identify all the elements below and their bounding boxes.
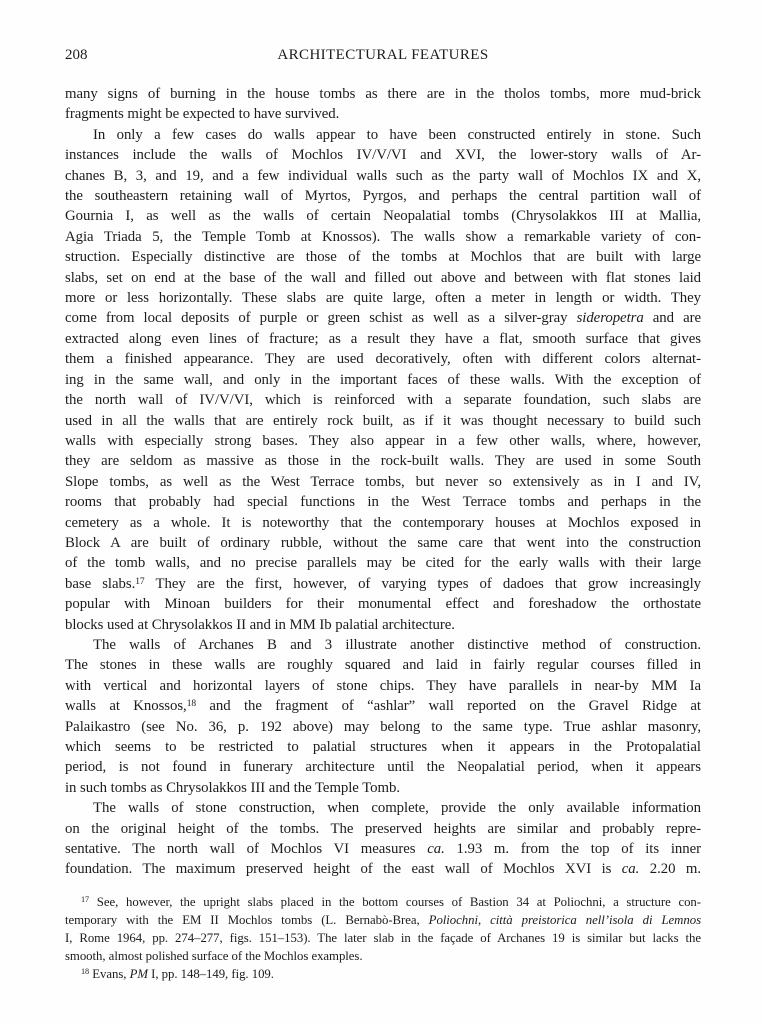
footnote-reference: 18 — [186, 698, 197, 709]
paragraph — [65, 84, 701, 125]
text-line — [65, 411, 701, 431]
footnote-line — [65, 947, 701, 965]
text-run: extracted along even lines of fracture; as a result they have a flat, smooth surface that gives — [65, 330, 701, 347]
text-line — [65, 349, 701, 369]
text-line — [65, 778, 701, 798]
text-line — [65, 839, 701, 859]
running-head: ARCHITECTURAL FEATURES — [277, 47, 489, 63]
text-run: and the fragment of “ashlar” wall reported on the Gravel Ridge at — [196, 698, 701, 715]
text-run: In only a few cases do walls appear to have been constructed entirely in stone. Such — [93, 126, 701, 143]
text-run: in such tombs as Chrysolakkos III and the Temple Tomb. — [65, 779, 400, 796]
text-line — [65, 676, 701, 696]
text-line — [65, 227, 701, 247]
text-run: See, however, the upright slabs placed in the bottom courses of Bastion 34 at Poliochni, a structure con- — [89, 894, 701, 909]
text-line — [65, 757, 701, 777]
body-text — [65, 84, 701, 880]
text-line — [65, 125, 701, 145]
italic-text: Poliochni, città preistorica nell’isola di Lemnos — [428, 912, 701, 927]
text-line — [65, 206, 701, 226]
text-run: come from local deposits of purple or green schist as well as a silver-gray — [65, 310, 577, 327]
text-run: smooth, almost polished surface of the Mochlos examples. — [65, 948, 363, 963]
text-line — [65, 288, 701, 308]
text-line — [65, 717, 701, 737]
text-line — [65, 819, 701, 839]
footnote-line — [65, 893, 701, 911]
text-line — [65, 859, 701, 879]
page-header — [65, 45, 701, 65]
text-line — [65, 431, 701, 451]
page-number: 208 — [65, 47, 88, 63]
paragraph — [65, 965, 701, 983]
text-run: base slabs. — [65, 575, 136, 592]
text-run: instances include the walls of Mochlos IV/V/VI and XVI, the lower-story walls of Ar- — [65, 147, 701, 164]
text-line — [65, 186, 701, 206]
footnotes — [65, 893, 701, 983]
text-run: walls at Knossos, — [65, 698, 187, 715]
text-run: which seems to be restricted to palatial structures when it appears in the Protopalatial — [65, 739, 701, 755]
text-run: The stones in these walls are roughly squared and laid in fairly regular courses filled in — [65, 657, 701, 674]
text-run: and are — [643, 310, 701, 327]
footnote-reference: 18 — [81, 967, 90, 977]
text-run: Agia Triada 5, the Temple Tomb at Knossos). The walls show a remarkable variety of con- — [65, 228, 701, 245]
text-line — [65, 370, 701, 390]
text-run: foundation. The maximum preserved height of the east wall of Mochlos XVI is — [65, 861, 622, 878]
text-run: the southeastern retaining wall of Myrtos, Pyrgos, and perhaps the central partition wall of — [65, 188, 701, 205]
text-line — [65, 696, 701, 716]
text-run: slabs, set on end at the base of the wall and filled out above and between with flat stones laid — [65, 269, 701, 286]
text-run: The walls of Archanes B and 3 illustrate another distinctive method of construction. — [93, 636, 701, 653]
paragraph — [65, 893, 701, 965]
page-content — [65, 45, 701, 983]
text-run: fragments might be expected to have survived. — [65, 106, 340, 123]
text-line — [65, 472, 701, 492]
footnote-line — [65, 911, 701, 929]
text-run: sentative. The north wall of Mochlos VI measures — [65, 841, 428, 858]
text-run: the north wall of IV/V/VI, which is reinforced with a separate foundation, such slabs are — [65, 392, 701, 409]
text-run: chanes B, 3, and 19, and a few individual walls such as the party wall of Mochlos IX and X, — [65, 167, 701, 184]
text-run: used in all the walls that are entirely rock built, as if it was thought necessary to build such — [65, 412, 701, 429]
text-run: Slope tombs, as well as the West Terrace tombs, but never so extensively as in I and IV, — [65, 473, 701, 490]
text-run: they are seldom as massive as those in the rock-built walls. They are used in some South — [65, 453, 701, 470]
text-line — [65, 798, 701, 818]
text-line — [65, 574, 701, 594]
text-run: rooms that probably had special functions in the West Terrace tombs and perhaps in the — [65, 494, 701, 511]
text-line — [65, 329, 701, 349]
paragraph — [65, 125, 701, 635]
text-run: on the original height of the tombs. The preserved heights are similar and probably repre- — [65, 820, 701, 837]
text-run: many signs of burning in the house tombs as there are in the tholos tombs, more mud-brick — [65, 86, 701, 102]
text-run: 1.93 m. from the top of its inner — [444, 841, 701, 858]
text-line — [65, 268, 701, 288]
text-run: Palaikastro (see No. 36, p. 192 above) may belong to the same type. True ashlar masonry, — [65, 718, 701, 735]
text-line — [65, 533, 701, 553]
text-line — [65, 247, 701, 267]
text-run: temporary with the EM II Mochlos tombs (L. Bernabò-Brea, — [65, 912, 429, 927]
footnote-line — [65, 965, 701, 983]
text-run: The walls of stone construction, when complete, provide the only available information — [93, 800, 701, 817]
text-run: They are the first, however, of varying types of dadoes that grow increasingly — [144, 575, 702, 592]
text-run: ing in the same wall, and only in the important faces of these walls. With the exception of — [65, 371, 701, 388]
paragraph — [65, 798, 701, 880]
footnote-line — [65, 929, 701, 947]
text-run: struction. Especially distinctive are those of the tombs at Mochlos that are built with large — [65, 249, 701, 266]
text-run: Evans, — [89, 966, 130, 981]
text-run: Gournia I, as well as the walls of certain Neopalatial tombs (Chrysolakkos III at Mallia, — [65, 208, 701, 225]
text-line — [65, 615, 701, 635]
text-run: period, is not found in funerary architecture until the Neopalatial period, when it appears — [65, 759, 701, 776]
italic-text: PM — [129, 966, 148, 981]
footnote-reference: 17 — [81, 895, 90, 905]
italic-text: ca. — [427, 841, 445, 858]
text-run: I, pp. 148–149, fig. 109. — [147, 966, 274, 981]
text-line — [65, 594, 701, 614]
text-run: with vertical and horizontal layers of stone chips. They have parallels in near-by MM Ia — [65, 677, 701, 694]
text-line — [65, 390, 701, 410]
italic-text: sideropetra — [576, 310, 644, 327]
text-line — [65, 104, 701, 124]
text-line — [65, 84, 701, 104]
paragraph — [65, 635, 701, 798]
text-line — [65, 308, 701, 328]
text-line — [65, 553, 701, 573]
text-line — [65, 655, 701, 675]
text-run: popular with Minoan builders for their monumental effect and foreshadow the orthostate — [65, 596, 701, 613]
footnote-reference: 17 — [135, 576, 145, 587]
text-run: 2.20 m. — [639, 861, 701, 878]
text-line — [65, 513, 701, 533]
text-run: Block A are built of ordinary rubble, without the same care that went into the construction — [65, 534, 701, 551]
text-run: cemetery as a whole. It is noteworthy that the contemporary houses at Mochlos exposed in — [65, 514, 701, 531]
text-run: of the tomb walls, and no precise parallels may be cited for the early walls with their large — [65, 555, 701, 572]
text-line — [65, 145, 701, 165]
text-line — [65, 737, 701, 757]
text-run: I, Rome 1964, pp. 274–277, figs. 151–153). The later slab in the façade of Archanes 19 is similar but lacks the — [65, 930, 701, 945]
text-run: more or less horizontally. These slabs are quite large, often a meter in length or width. They — [65, 290, 701, 307]
italic-text: ca. — [621, 861, 640, 878]
text-line — [65, 492, 701, 512]
text-line — [65, 451, 701, 471]
text-line — [65, 166, 701, 186]
text-run: blocks used at Chrysolakkos II and in MM Ib palatial architecture. — [65, 616, 455, 633]
text-run: walls with especially strong bases. They also appear in a few other walls, where, however, — [65, 432, 701, 449]
text-run: them a finished appearance. They are used decoratively, often with different colors alternat- — [65, 351, 701, 368]
text-line — [65, 635, 701, 655]
